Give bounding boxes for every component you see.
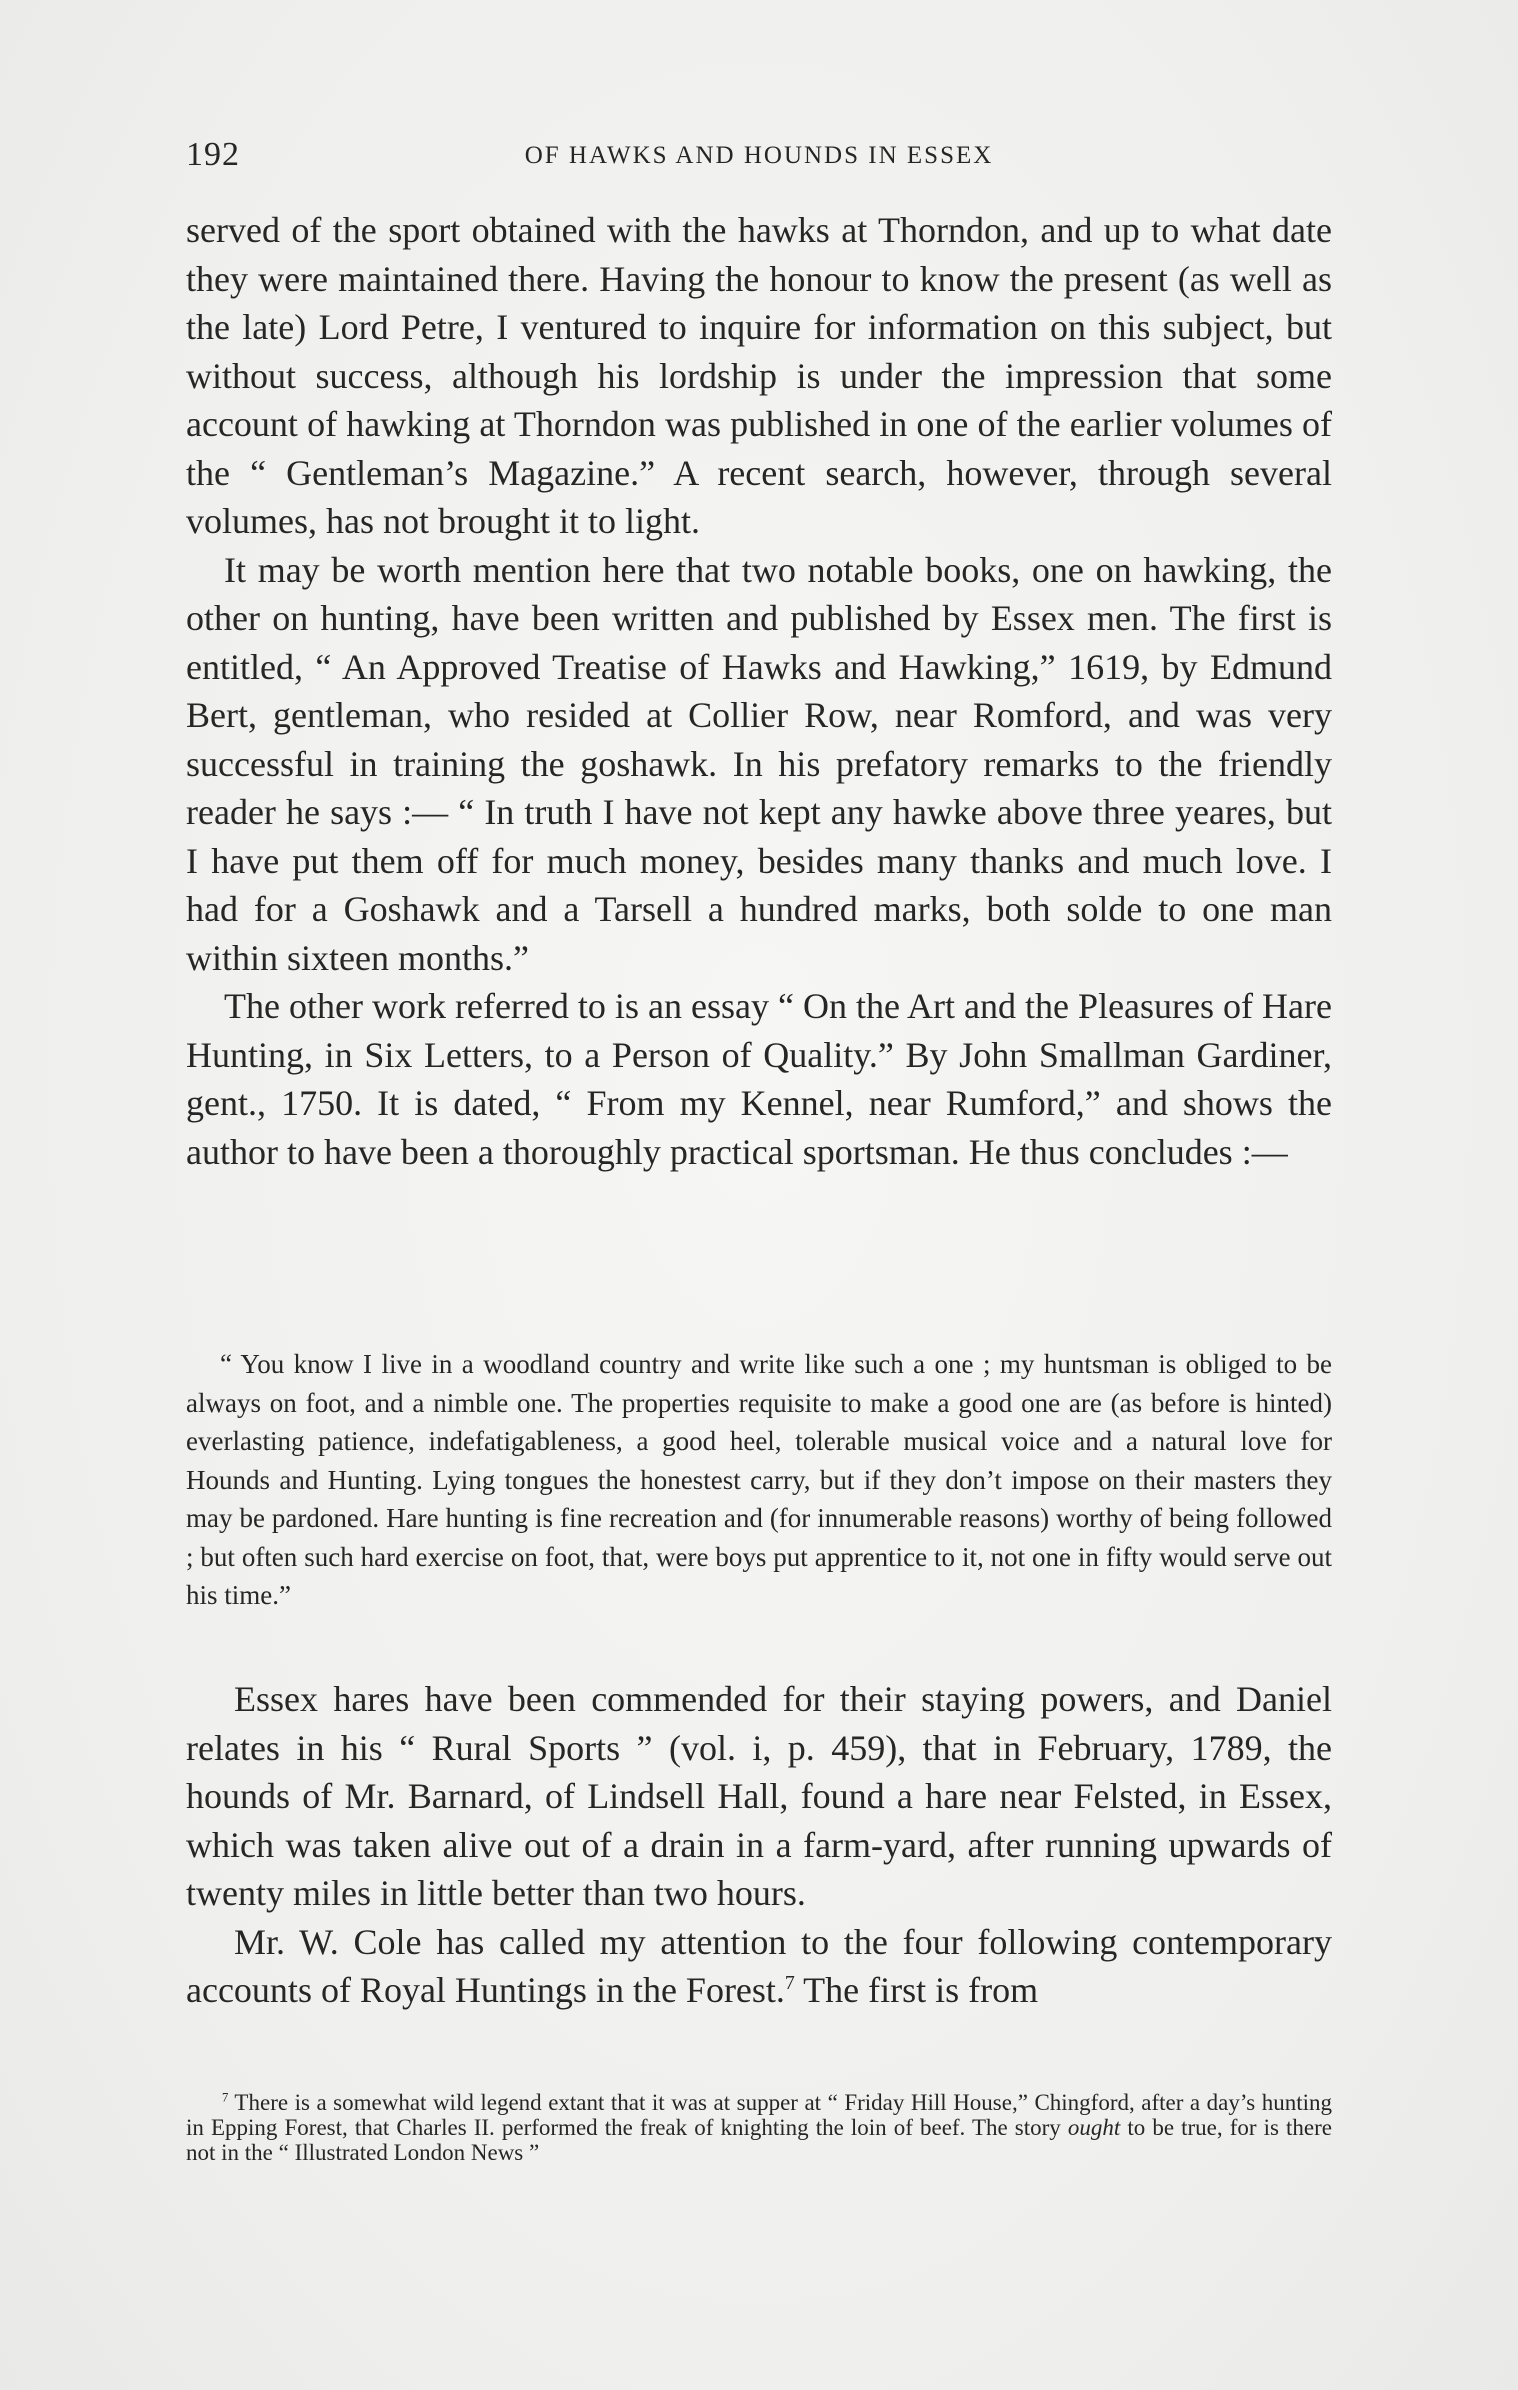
paragraph-4: Essex hares have been commended for their staying powers, and Daniel relates in his “ Rural Sports ” (vol. i, p. 459), that in February, 1789, the hounds of Mr. Barnard, of Lindsell Hall, found a hare near Felsted, in Essex, which was taken alive out of a drain in a farm-yard, after running upwards of twenty miles in little better than two hours. (186, 1679, 1332, 1913)
paragraph-3: The other work referred to is an essay “ On the Art and the Pleasures of Hare Hunting, in Six Letters, to a Person of Quality.” By John Smallman Gardiner, gent., 1750. It is dated, “ From my Kennel, near Rumford,” and shows the author to have been a thoroughly practical sportsman. He thus concludes :— (186, 986, 1332, 1172)
footnote-text (186, 2090, 1332, 2165)
footnote-text-part-1: There is a somewhat wild legend extant that it was at supper at “ Friday Hill House,” Chingford, after a day’s hunting in Epping Forest, that Charles II. performed the freak of knighting the loin of beef. The story (186, 2090, 1332, 2140)
footnote-marker: 7 (222, 2090, 229, 2105)
main-text (186, 206, 1332, 1176)
footnote-italic: ought (1067, 2115, 1121, 2140)
main-text-continued (186, 1675, 1332, 2015)
running-head: OF HAWKS AND HOUNDS IN ESSEX (524, 142, 994, 169)
paragraph-5 (186, 1918, 1332, 2015)
page-number: 192 (186, 136, 240, 173)
page-header (186, 136, 1332, 186)
paragraph-5-text: Mr. W. Cole has called my attention to the four following contemporary accounts of Royal Huntings in the Forest. (186, 1921, 1332, 2010)
paragraph-2: It may be worth mention here that two notable books, one on hawking, the other on hunting, have been written and published by Essex men. The first is entitled, “ An Approved Treatise of Hawks and Hawking,” 1619, by Edmund Bert, gentleman, who resided at Collier Row, near Romford, and was very successful in training the goshawk. In his prefatory remarks to the friendly reader he says :— “ In truth I have not kept any hawke above three yeares, but I have put them off for much money, besides many thanks and much love. I had for a Goshawk and a Tarsell a hundred marks, both solde to one man within sixteen months.” (186, 549, 1332, 978)
footnote-reference: 7 (784, 1972, 795, 1994)
paragraph-5-tail: The first is from (794, 1970, 1039, 2010)
paragraph-1: served of the sport obtained with the hawks at Thorndon, and up to what date they were maintained there. Having the honour to know the present (as well as the late) Lord Petre, I ventured to inquire for information on this subject, but without success, although his lordship is under the impression that some account of hawking at Thorndon was published in one of the earlier volumes of the “ Gentleman’s Magazine.” A recent search, however, through several volumes, has not brought it to light. (186, 210, 1332, 541)
quote-text: “ You know I live in a woodland country and write like such a one ; my huntsman is obliged to be always on foot, and a nimble one. The properties requisite to make a good one are (as before is hinted) everlasting patience, indefatigableness, a good heel, tolerable musical voice and a natural love for Hounds and Hunting. Lying tongues the honestest carry, but if they don’t impose on their masters they may be pardoned. Hare hunting is fine recreation and (for innumerable reasons) worthy of being followed ; but often such hard exercise on foot, that, were boys put apprentice to it, not one in fifty would serve out his time.” (186, 1349, 1332, 1610)
footnote (186, 2090, 1332, 2165)
footnote-text-part-2: to be true, for is there not in the “ Illustrated London News ” (186, 2115, 1332, 2165)
block-quote (186, 1345, 1332, 1615)
